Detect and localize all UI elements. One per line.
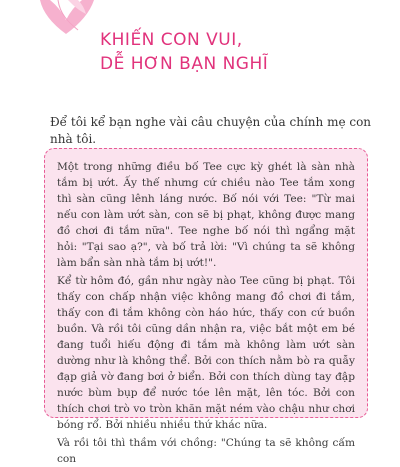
story-box xyxy=(44,148,368,465)
story-paragraph-3: Và rồi tôi thì thầm với chồng: "Chúng ta sẽ không cấm con xyxy=(57,437,355,465)
intro-paragraph: Để tôi kể bạn nghe vài câu chuyện của chính mẹ con nhà tôi. xyxy=(50,115,372,146)
heart-balloon-icon xyxy=(38,0,108,36)
chapter-title-line-1: KHIẾN CON VUI, xyxy=(100,30,243,50)
story-paragraph-2: Kể từ hôm đó, gần như ngày nào Tee cũng bị phạt. Tôi thấy con chấp nhận việc không mang đồ chơi đi tắm, thấy con đi tắm không còn háo hức, thấy con cứ buồn buồn. Và rồi tôi cũng dần nhận ra, việc bắt một em bé đang tuổi hiếu động đi tắm mà không làm ướt sàn dường như là không thể. Bởi con thích nằm bò ra quẫy đạp giả vờ đang bơi ở biển. Bởi con thích dùng tay đập nước bùm bụp để nước tóe lên mặt, lên tóc. Bởi con thích chơi trò vo tròn khăn mặt ném vào chậu như chơi bóng rổ. Bởi nhiều nhiều thứ khác nữa. xyxy=(57,275,355,431)
chapter-title xyxy=(100,28,268,76)
chapter-title-line-2: DỄ HƠN BẠN NGHĨ xyxy=(100,54,269,74)
story-paragraph-1: Một trong những điều bố Tee cực kỳ ghét là sàn nhà tắm bị ướt. Ấy thế nhưng cứ chiều nào Tee tắm xong thì sàn cũng lênh láng nước. Bố nói với Tee: "Từ mai nếu con làm ướt sàn, con sẽ bị phạt, không được mang đồ chơi đi tắm nữa". Tee nghe bố nói thì ngẩng mặt hỏi: "Tại sao ạ?", và bố trả lời: "Vì chúng ta sẽ không làm bẩn sàn nhà tắm bị ướt!". xyxy=(57,161,355,269)
